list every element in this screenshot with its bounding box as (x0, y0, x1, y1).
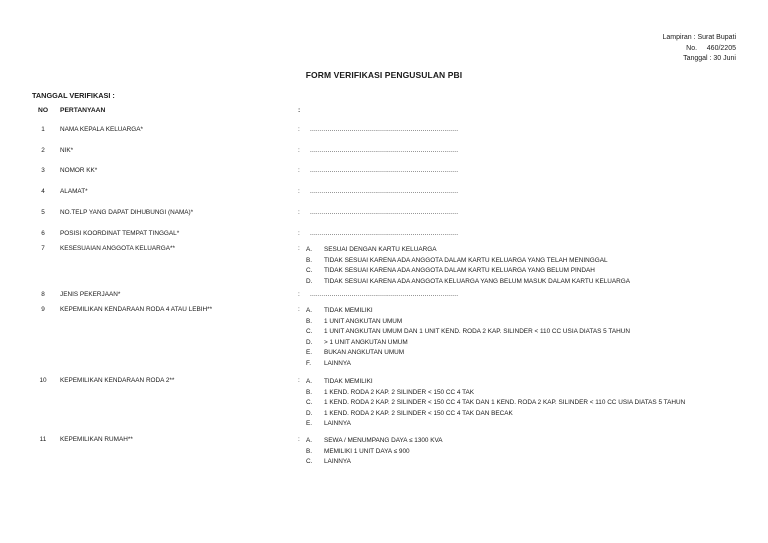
answer-blank[interactable]: ........................................................................... (310, 209, 459, 216)
question-text: NOMOR KK* (60, 167, 98, 174)
question-text: KEPEMILIKAN RUMAH** (60, 436, 133, 443)
colon: : (298, 436, 300, 443)
colon: : (298, 230, 300, 237)
question-number: 5 (41, 209, 45, 216)
question-text: ALAMAT* (60, 188, 88, 195)
colon: : (298, 245, 300, 252)
option-letter: E. (306, 349, 313, 356)
colon: : (298, 167, 300, 174)
question-text: NAMA KEPALA KELUARGA* (60, 126, 143, 133)
column-header-colon: : (298, 107, 301, 114)
letter-number: No. 460/2205 (686, 44, 736, 52)
colon: : (298, 147, 300, 154)
option-letter: A. (306, 307, 313, 314)
answer-blank[interactable]: ........................................................................... (310, 291, 459, 298)
answer-option[interactable] (306, 398, 685, 409)
answer-option[interactable] (306, 338, 630, 349)
question-text: KESESUAIAN ANGGOTA KELUARGA** (60, 245, 175, 252)
option-text: 1 KEND. RODA 2 KAP. 2 SILINDER < 150 CC 4 TAK (324, 388, 475, 396)
answer-blank[interactable]: ........................................................................... (310, 126, 459, 133)
option-text: SESUAI DENGAN KARTU KELUARGA (324, 246, 437, 253)
option-letter: E. (306, 420, 313, 427)
answer-blank[interactable]: ........................................................................... (310, 147, 459, 154)
option-letter: D. (306, 277, 313, 285)
option-letter: D. (306, 338, 313, 346)
answer-option[interactable] (306, 327, 630, 338)
option-letter: B. (306, 388, 313, 396)
question-text: POSISI KOORDINAT TEMPAT TINGGAL* (60, 230, 180, 237)
answer-option[interactable] (306, 306, 630, 317)
attachment-line: Lampiran : Surat Bupati (662, 34, 736, 41)
option-letter: B. (306, 256, 313, 264)
option-letter: C. (306, 399, 313, 406)
option-text: MEMILIKI 1 UNIT DAYA ≤ 900 (324, 447, 410, 455)
answer-option[interactable] (306, 245, 630, 256)
question-number: 1 (41, 126, 45, 133)
letter-date: Tanggal : 30 Juni (683, 55, 736, 62)
option-text: SEWA / MENUMPANG DAYA ≤ 1300 KVA (324, 437, 443, 444)
answer-blank[interactable]: ........................................................................... (310, 167, 459, 174)
question-text: KEPEMILIKAN KENDARAAN RODA 4 ATAU LEBIH** (60, 306, 213, 313)
answer-option[interactable] (306, 266, 630, 277)
colon: : (298, 126, 300, 133)
answer-option[interactable] (306, 317, 630, 328)
colon: : (298, 209, 300, 216)
answer-option[interactable] (306, 348, 630, 359)
option-letter: A. (306, 437, 313, 444)
verification-date-label: TANGGAL VERIFIKASI : (32, 91, 115, 100)
question-number: 11 (39, 436, 47, 443)
option-letter: A. (306, 246, 313, 253)
answer-option[interactable] (306, 256, 630, 267)
question-text: NIK* (60, 147, 74, 154)
question-number: 8 (41, 291, 45, 298)
column-header-no: NO (37, 107, 49, 114)
option-letter: B. (306, 317, 313, 325)
answer-option[interactable] (306, 377, 685, 388)
colon: : (298, 377, 300, 384)
option-text: BUKAN ANGKUTAN UMUM (324, 349, 405, 356)
option-text: TIDAK SESUAI KARENA ADA ANGGOTA KELUARGA YANG BELUM MASUK DALAM KARTU KELUARGA (324, 277, 631, 285)
form-title: FORM VERIFIKASI PENGUSULAN PBI (305, 70, 463, 80)
answer-options (306, 245, 630, 287)
option-text: TIDAK MEMILIKI (324, 307, 373, 314)
option-letter: A. (306, 378, 313, 385)
answer-option[interactable] (306, 419, 685, 430)
question-number: 9 (41, 306, 45, 313)
option-letter: C. (306, 267, 313, 274)
question-number: 7 (41, 245, 45, 252)
answer-option[interactable] (306, 388, 685, 399)
answer-option[interactable] (306, 409, 685, 420)
option-text: LAINNYA (324, 359, 351, 367)
question-number: 2 (41, 147, 45, 154)
question-text: KEPEMILIKAN KENDARAAN RODA 2** (60, 377, 175, 384)
option-letter: D. (306, 409, 313, 417)
answer-option[interactable] (306, 359, 630, 370)
answer-options (306, 377, 685, 430)
option-text: TIDAK SESUAI KARENA ADA ANGGOTA DALAM KARTU KELUARGA YANG TELAH MENINGGAL (324, 256, 608, 264)
answer-options (306, 306, 630, 369)
answer-option[interactable] (306, 447, 443, 458)
option-text: LAINNYA (324, 458, 351, 465)
answer-blank[interactable]: ........................................................................... (310, 188, 459, 195)
option-text: LAINNYA (324, 420, 351, 427)
question-number: 4 (41, 188, 45, 195)
colon: : (298, 188, 300, 195)
option-text: TIDAK SESUAI KARENA ADA ANGGOTA DALAM KARTU KELUARGA YANG BELUM PINDAH (324, 267, 595, 274)
question-text: JENIS PEKERJAAN* (60, 291, 121, 298)
option-text: TIDAK MEMILIKI (324, 378, 373, 385)
answer-option[interactable] (306, 457, 443, 468)
question-number: 3 (41, 167, 45, 174)
option-letter: B. (306, 447, 313, 455)
option-letter: F. (306, 359, 311, 367)
answer-option[interactable] (306, 277, 630, 288)
option-text: 1 KEND. RODA 2 KAP. 2 SILINDER < 150 CC 4 TAK DAN 1 KEND. RODA 2 KAP. SILINDER < 110 CC USIA DIATAS 5 TAHUN (324, 399, 686, 406)
option-letter: C. (306, 328, 313, 335)
option-text: 1 KEND. RODA 2 KAP. 2 SILINDER < 150 CC 4 TAK DAN BECAK (324, 409, 513, 417)
colon: : (298, 291, 300, 298)
attachment-info (662, 33, 736, 65)
option-letter: C. (306, 458, 313, 465)
colon: : (298, 306, 300, 313)
column-header-question: PERTANYAAN (60, 107, 106, 114)
option-text: > 1 UNIT ANGKUTAN UMUM (324, 338, 408, 346)
question-text: NO.TELP YANG DAPAT DIHUBUNGI (NAMA)* (60, 209, 194, 216)
answer-option[interactable] (306, 436, 443, 447)
answer-blank[interactable]: ........................................................................... (310, 230, 459, 237)
answer-options (306, 436, 443, 468)
question-number: 10 (39, 377, 47, 384)
question-number: 6 (41, 230, 45, 237)
option-text: 1 UNIT ANGKUTAN UMUM (324, 317, 403, 325)
option-text: 1 UNIT ANGKUTAN UMUM DAN 1 UNIT KEND. RODA 2 KAP. SILINDER < 110 CC USIA DIATAS 5 TAHUN (324, 328, 630, 335)
